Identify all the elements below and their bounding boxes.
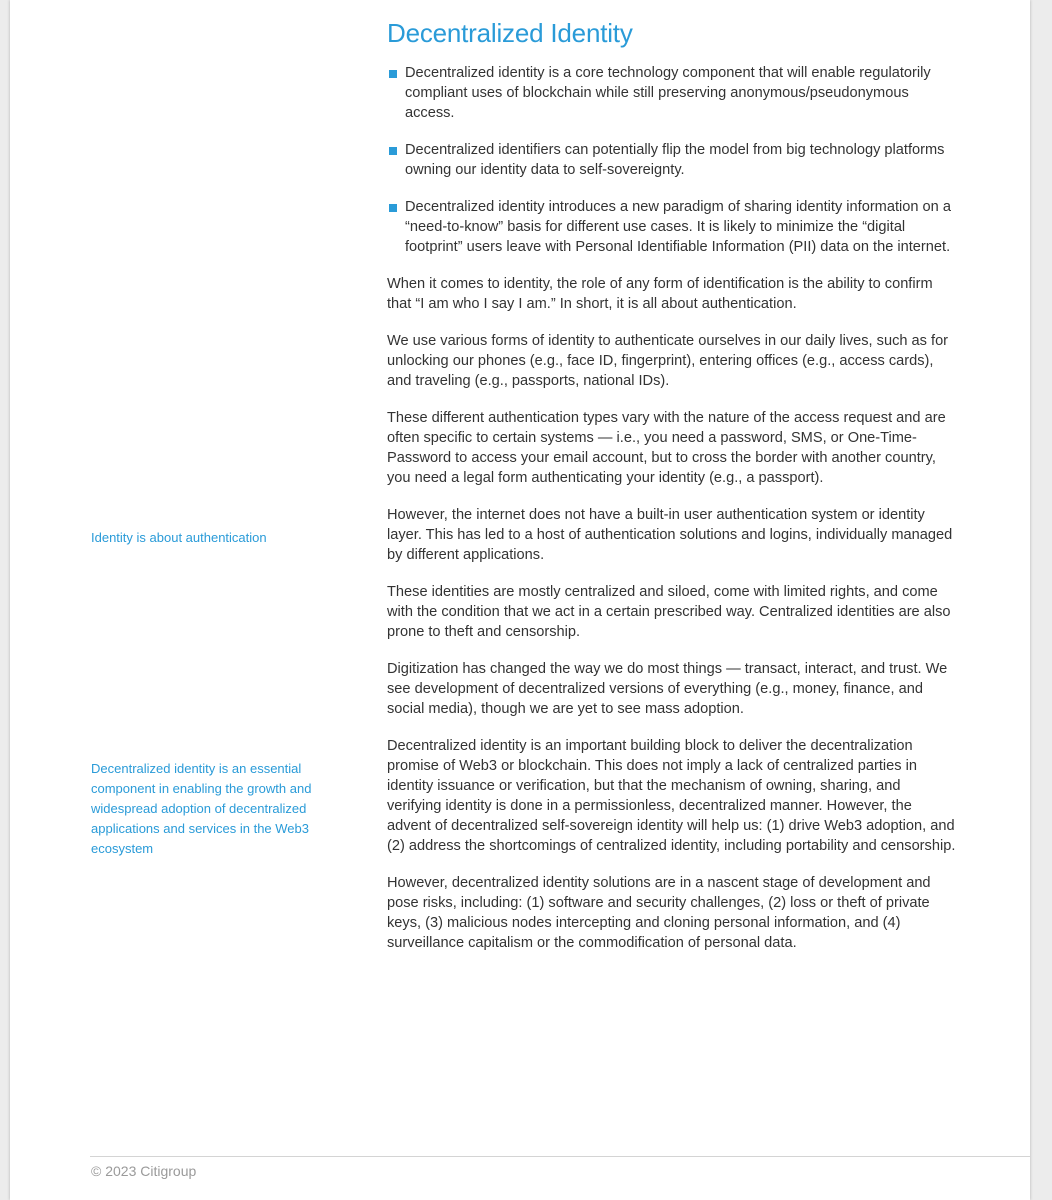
body-paragraph: However, the internet does not have a built-in user authentication system or identity layer. This has led to a host of authentication solutions and logins, individually managed by different applications.	[387, 507, 953, 563]
bullet-text: Decentralized identifiers can potentially flip the model from big technology platforms owning our identity data to self-sovereignty.	[405, 142, 945, 178]
body-paragraph: When it comes to identity, the role of any form of identification is the ability to confirm that “I am who I say I am.” In short, it is all about authentication.	[387, 276, 933, 312]
bullet-text: Decentralized identity introduces a new paradigm of sharing identity information on a “need-to-know” basis for different use cases. It is likely to minimize the “digital footprint” users leave with Personal Identifiable Information (PII) data on the internet.	[405, 199, 951, 255]
body-paragraph: We use various forms of identity to authenticate ourselves in our daily lives, such as for unlocking our phones (e.g., face ID, fingerprint), entering offices (e.g., access cards), and traveling (e.g., passports, national IDs).	[387, 333, 949, 389]
bullet-list	[387, 63, 957, 257]
footer-divider	[90, 1156, 1030, 1157]
body-paragraph: Decentralized identity is an important building block to deliver the decentralization promise of Web3 or blockchain. This does not imply a lack of centralized parties in identity issuance or verification, but that the mechanism of owning, sharing, and verifying identity is done in a permissionless, decentralized manner. However, the advent of decentralized self-sovereign identity will help us: (1) drive Web3 adoption, and (2) address the shortcomings of centralized identity, including portability and censorship.	[387, 738, 956, 854]
main-column	[387, 63, 957, 970]
document-page	[10, 0, 1030, 1200]
bullet-square-icon	[389, 147, 397, 155]
bullet-item	[387, 63, 957, 123]
page-title: Decentralized Identity	[387, 18, 633, 48]
body-paragraph: These identities are mostly centralized and siloed, come with limited rights, and come with the condition that we act in a certain prescribed way. Centralized identities are also prone to theft and censorship.	[387, 584, 951, 640]
body-paragraph: Digitization has changed the way we do most things — transact, interact, and trust. We see development of decentralized versions of everything (e.g., money, finance, and social media), though we are yet to see mass adoption.	[387, 661, 948, 717]
body-paragraph: However, decentralized identity solutions are in a nascent stage of development and pose risks, including: (1) software and security challenges, (2) loss or theft of private keys, (3) malicious nodes intercepting and cloning personal information, and (4) surveillance capitalism or the commodification of personal data.	[387, 875, 931, 951]
bullet-square-icon	[389, 204, 397, 212]
bullet-square-icon	[389, 70, 397, 78]
bullet-item	[387, 197, 957, 257]
bullet-text: Decentralized identity is a core technology component that will enable regulatorily compliant uses of blockchain while still preserving anonymous/pseudonymous access.	[405, 65, 931, 121]
bullet-item	[387, 140, 957, 180]
sidenote-web3-ecosystem: Decentralized identity is an essential component in enabling the growth and widespread adoption of decentralized applications and services in the Web3 ecosystem	[91, 761, 312, 856]
body-paragraph: These different authentication types vary with the nature of the access request and are often specific to certain systems — i.e., you need a password, SMS, or One-Time-Password to access your email account, but to cross the border with another country, you need a legal form authenticating your identity (e.g., a passport).	[387, 410, 946, 486]
sidenote-authentication: Identity is about authentication	[91, 530, 267, 545]
footer-copyright: © 2023 Citigroup	[91, 1163, 197, 1179]
